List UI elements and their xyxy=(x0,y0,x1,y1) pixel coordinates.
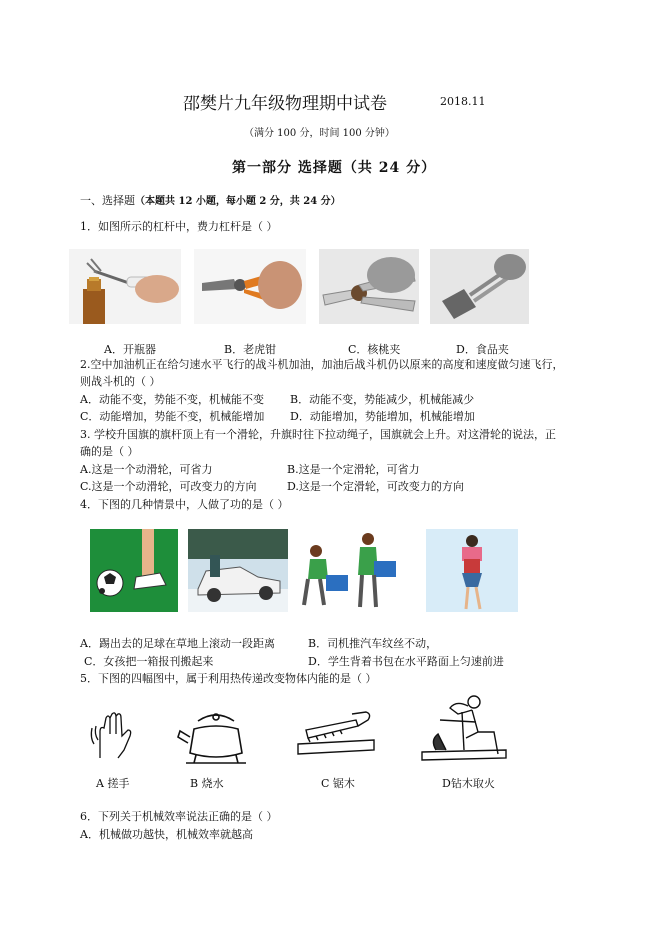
exam-date: 2018.11 xyxy=(440,95,486,108)
q1-option-a: A．开瓶器 xyxy=(104,343,156,356)
q3-stem-line1: 3. 学校升国旗的旗杆顶上有一个滑轮，升旗时往下拉动绳子，国旗就会上升。对这滑轮的说法，正 xyxy=(80,428,556,441)
q5-caption-d: D钻木取火 xyxy=(442,777,495,790)
car-push-photo xyxy=(188,529,288,612)
q4-option-a: A．踢出去的足球在草地上滚动一段距离 xyxy=(80,637,275,650)
schoolbag-walk-photo xyxy=(426,529,518,612)
q3-stem-line2: 确的是（ ） xyxy=(80,445,139,458)
exam-subtitle: （满分 100 分，时间 100 分钟） xyxy=(244,128,395,139)
sawing-wood-drawing xyxy=(296,710,376,762)
q6-option-a: A．机械做功越快，机械效率就越高 xyxy=(80,828,253,841)
q4-option-c: C．女孩把一箱报刊搬起来 xyxy=(84,655,214,668)
q4-stem: 4．下图的几种情景中，人做了功的是（ ） xyxy=(80,498,289,511)
bottle-opener-photo xyxy=(69,249,181,324)
q5-caption-c: C 锯木 xyxy=(321,777,355,790)
page-title: 邵樊片九年级物理期中试卷 xyxy=(183,94,387,114)
q2-option-d: D．动能增加，势能增加，机械能增加 xyxy=(290,410,475,423)
q3-option-d: D.这是一个定滑轮，可改变力的方向 xyxy=(287,480,464,493)
q5-caption-b: B 烧水 xyxy=(190,777,224,790)
q6-stem: 6．下列关于机械效率说法正确的是（ ） xyxy=(80,810,278,823)
q1-stem: 1．如图所示的杠杆中，费力杠杆是（ ） xyxy=(80,220,278,233)
soccer-ball-photo xyxy=(90,529,178,612)
q2-stem-line2: 则战斗机的（ ） xyxy=(80,375,161,388)
section-note: （本题共 12 小题，每小题 2 分，共 24 分） xyxy=(135,196,341,207)
q2-option-b: B．动能不变，势能减少，机械能减少 xyxy=(290,393,475,406)
q3-option-a: A.这是一个动滑轮，可省力 xyxy=(80,463,213,476)
drilling-fire-drawing xyxy=(416,692,508,766)
section-heading xyxy=(80,194,341,208)
q5-stem: 5．下图的四幅图中，属于利用热传递改变物体内能的是（ ） xyxy=(80,672,377,685)
q3-option-c: C.这是一个动滑轮，可改变力的方向 xyxy=(80,480,257,493)
q2-option-a: A．动能不变，势能不变，机械能不变 xyxy=(80,393,264,406)
section-label: 一、选择题 xyxy=(80,194,135,207)
lifting-box-photo xyxy=(296,529,400,612)
rubbing-hands-drawing xyxy=(88,708,140,762)
q2-stem-line1: 2.空中加油机正在给匀速水平飞行的战斗机加油，加油后战斗机仍以原来的高度和速度做匀速飞行， xyxy=(80,358,564,371)
q1-option-c: C．核桃夹 xyxy=(348,343,401,356)
q5-caption-a: A 搓手 xyxy=(96,777,130,790)
nutcracker-photo xyxy=(319,249,419,324)
q2-option-c: C．动能增加，势能不变，机械能增加 xyxy=(80,410,265,423)
part-title: 第一部分 选择题（共 24 分） xyxy=(232,160,437,176)
food-tongs-photo xyxy=(430,249,529,324)
q1-option-d: D．食品夹 xyxy=(456,343,509,356)
q4-option-b: B．司机推汽车纹丝不动， xyxy=(308,637,438,650)
q3-option-b: B.这是一个定滑轮，可省力 xyxy=(287,463,420,476)
pliers-photo xyxy=(194,249,306,324)
boiling-kettle-drawing xyxy=(176,707,258,765)
q4-option-d: D．学生背着书包在水平路面上匀速前进 xyxy=(308,655,504,668)
q1-option-b: B．老虎钳 xyxy=(224,343,277,356)
